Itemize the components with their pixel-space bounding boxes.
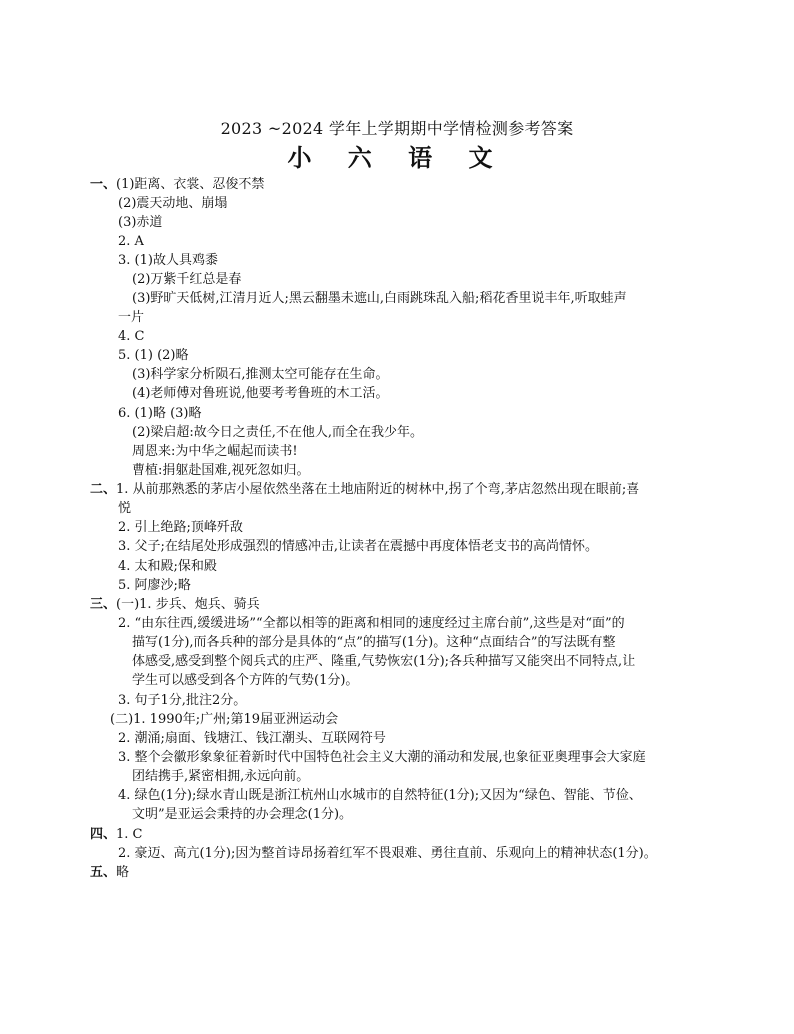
answer-line: [132, 462, 310, 480]
answer-text: 2. 豪迈、高亢(1分);因为整首诗昂扬着红军不畏艰难、勇往直前、乐观向上的精神状态(1分)。: [118, 846, 657, 861]
answer-line: [118, 405, 202, 423]
answer-line: [118, 309, 144, 327]
answer-line: [132, 366, 389, 384]
answer-text: (3)野旷天低树,江清月近人;黑云翻墨未遮山,白雨跳珠乱入船;稻花香里说丰年,听取蛙声: [132, 291, 627, 306]
answer-text: (1)距离、衣裳、忍俊不禁: [116, 177, 265, 192]
answer-line: [118, 252, 218, 270]
answer-line: [132, 806, 352, 824]
answer-text: (3)赤道: [118, 215, 163, 230]
section-number: 五、: [90, 865, 117, 880]
answer-line: [118, 845, 657, 863]
answer-line: [132, 443, 298, 461]
answer-text: 4. 绿色(1分);绿水青山既是浙江杭州山水城市的自然特征(1分);又因为“绿色、智能、节俭、: [118, 788, 642, 803]
section-number: 一、: [90, 177, 117, 192]
answer-text: (2)万紫千红总是春: [132, 272, 242, 287]
answer-text: (2)震天动地、崩塌: [118, 196, 228, 211]
answer-line: [118, 519, 243, 537]
answer-line: [118, 577, 191, 595]
answer-line: [118, 558, 217, 576]
answer-line: [132, 634, 616, 652]
answer-text: 6. (1)略 (3)略: [118, 406, 202, 421]
answer-line: [118, 500, 131, 518]
answer-line: [118, 328, 144, 346]
answer-text: 描写(1分),而各兵种的部分是具体的“点”的描写(1分)。这种“点面结合”的写法既有整: [132, 635, 616, 650]
answer-line: [132, 653, 635, 671]
answer-text: (一)1. 步兵、炮兵、骑兵: [116, 597, 260, 612]
answer-text: 周恩来:为中华之崛起而读书!: [132, 444, 298, 459]
answer-text: 体感受,感受到整个阅兵式的庄严、隆重,气势恢宏(1分);各兵种描写又能突出不同特点,让: [132, 654, 636, 669]
answer-line: [90, 826, 143, 844]
answer-text: 2. 引上绝路;顶峰歼敌: [118, 520, 243, 535]
answer-line: [118, 615, 625, 633]
answer-text: 1. 从前那熟悉的茅店小屋依然坐落在土地庙附近的树林中,拐了个弯,茅店忽然出现在眼前;喜: [116, 482, 640, 497]
answer-line: [118, 787, 642, 805]
answer-line: [118, 692, 246, 710]
answer-text: 5. 阿廖沙;略: [118, 578, 191, 593]
answer-text: 2. A: [118, 234, 144, 249]
answer-text: 3. 句子1分,批注2分。: [118, 693, 247, 708]
answer-text: 4. C: [118, 329, 145, 344]
answer-line: [118, 233, 144, 251]
answer-text: (3)科学家分析陨石,推测太空可能存在生命。: [132, 367, 389, 382]
document-title: 2023 ~2024 学年上学期期中学情检测参考答案: [220, 119, 574, 138]
answer-text: 曹植:捐躯赴国难,视死忽如归。: [132, 463, 310, 478]
answer-line: [132, 768, 309, 786]
answer-line: [132, 424, 423, 442]
answer-text: 一片: [118, 310, 145, 325]
answer-line: [132, 385, 389, 403]
answer-text: 学生可以感受到各个方阵的气势(1分)。: [132, 673, 359, 688]
answer-line: [118, 538, 598, 556]
section-number: 二、: [90, 482, 117, 497]
answer-text: 1. C: [116, 827, 143, 842]
section-number: 三、: [90, 597, 117, 612]
answer-text: 悦: [118, 501, 132, 516]
answer-line: [132, 290, 627, 308]
answer-text: 2. “由东往西,缓缓进场”“全都以相等的距离和相同的速度经过主席台前”,这些是对“面”的: [118, 616, 625, 631]
answer-line: [90, 481, 639, 499]
answer-line: [118, 730, 386, 748]
answer-text: (4)老师傅对鲁班说,他要考考鲁班的木工活。: [132, 386, 389, 401]
answer-text: 文明”是亚运会秉持的办会理念(1分)。: [132, 807, 353, 822]
answer-text: 3. 整个会徽形象象征着新时代中国特色社会主义大潮的涌动和发展,也象征亚奥理事会大家庭: [118, 750, 646, 765]
answer-line: [90, 176, 264, 194]
answer-line: [132, 271, 241, 289]
answer-text: 2. 潮涌;扇面、钱塘江、钱江潮头、互联网符号: [118, 731, 386, 746]
answer-text: 5. (1) (2)略: [118, 348, 189, 363]
answer-text: 3. (1)故人具鸡黍: [118, 253, 218, 268]
answer-line: [118, 195, 227, 213]
answer-text: 略: [116, 865, 130, 880]
answer-line: [90, 864, 129, 882]
subject-title: 小 六 语 文: [287, 143, 507, 172]
answer-line: [118, 749, 646, 767]
answer-line: [90, 596, 260, 614]
answer-line: [132, 672, 358, 690]
answer-text: 3. 父子;在结尾处形成强烈的情感冲击,让读者在震撼中再度体悟老支书的高尚情怀。: [118, 539, 599, 554]
section-number: 四、: [90, 827, 117, 842]
answer-line: [118, 214, 162, 232]
answer-text: (二)1. 1990年;广州;第19届亚洲运动会: [110, 712, 339, 727]
answer-text: 4. 太和殿;保和殿: [118, 559, 217, 574]
answer-line: [118, 347, 189, 365]
answer-text: (2)梁启超:故今日之责任,不在他人,而全在我少年。: [132, 425, 424, 440]
answer-text: 团结携手,紧密相拥,永远向前。: [132, 769, 310, 784]
answer-line: [110, 711, 338, 729]
